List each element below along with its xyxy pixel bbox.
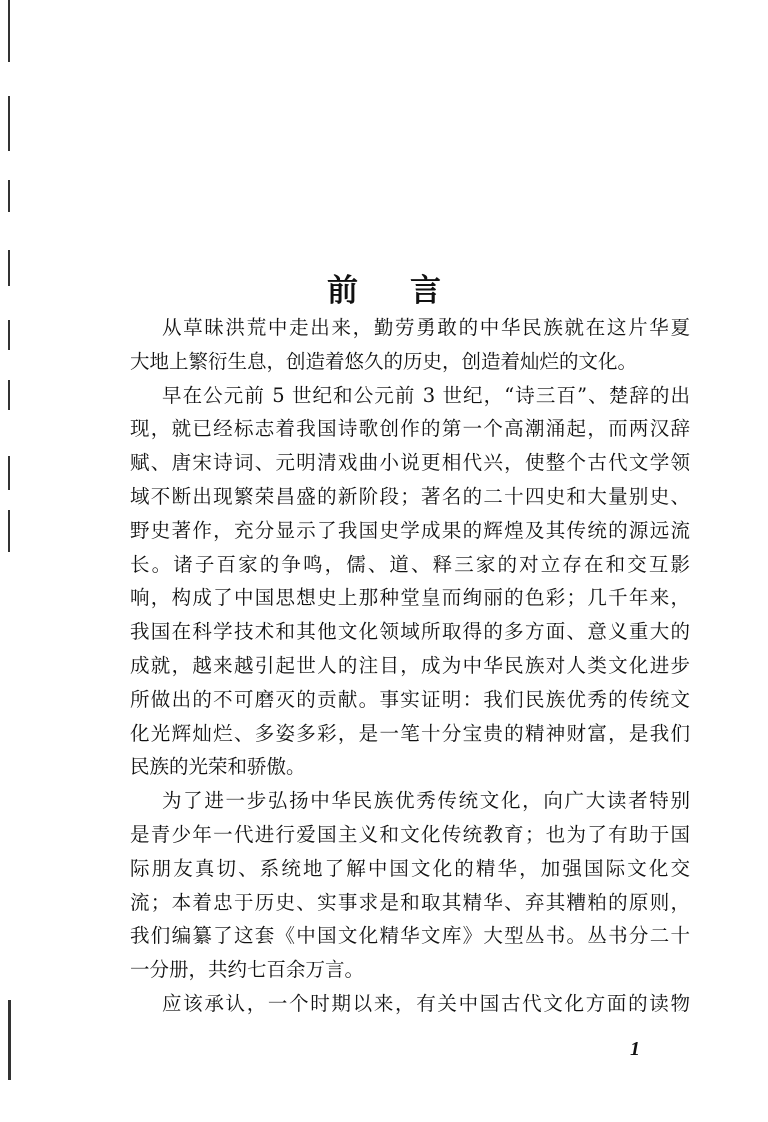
text-line: 我们编纂了这套《中国文化精华文库》大型丛书。丛书分二十 — [130, 924, 690, 948]
margin-mark — [8, 380, 10, 410]
text-line: 所做出的不可磨灭的贡献。事实证明：我们民族优秀的传统文 — [130, 687, 690, 711]
paragraph — [130, 379, 690, 785]
text-line: 成就，越来越引起世人的注目，成为中华民族对人类文化进步 — [130, 653, 690, 677]
text-line: 早在公元前 5 世纪和公元前 3 世纪，“诗三百”、楚辞的出 — [162, 383, 690, 407]
margin-mark — [8, 456, 10, 490]
text-line: 从草昧洪荒中走出来，勤劳勇敢的中华民族就在这片华夏 — [162, 316, 690, 339]
paragraph — [130, 311, 690, 379]
text-line: 化光辉灿烂、多姿多彩，是一笔十分宝贵的精神财富，是我们 — [130, 721, 690, 745]
text-line: 赋、唐宋诗词、元明清戏曲小说更相代兴，使整个古代文学领 — [130, 451, 690, 475]
text-line: 际朋友真切、系统地了解中国文化的精华，加强国际文化交 — [130, 856, 690, 880]
text-line: 我国在科学技术和其他文化领域所取得的多方面、意义重大的 — [130, 620, 690, 644]
margin-mark — [8, 96, 10, 151]
margin-mark — [8, 0, 10, 62]
body-text — [130, 311, 690, 1021]
paragraph — [130, 784, 690, 987]
paragraph — [130, 987, 690, 1021]
page-number: 1 — [630, 1038, 640, 1060]
margin-mark — [8, 510, 10, 552]
text-line: 流；本着忠于历史、实事求是和取其精华、弃其糟粕的原则， — [130, 890, 690, 914]
title-char: 前 — [327, 272, 358, 309]
margin-mark — [8, 1000, 11, 1080]
text-line: 域不断出现繁荣昌盛的新阶段；著名的二十四史和大量别史、 — [130, 484, 690, 508]
text-line: 大地上繁衍生息，创造着悠久的历史，创造着灿烂的文化。 — [130, 349, 638, 373]
text-line: 野史著作，充分显示了我国史学成果的辉煌及其传统的源远流 — [130, 518, 690, 542]
margin-mark — [8, 180, 10, 212]
text-line: 民族的光荣和骄傲。 — [130, 755, 306, 779]
text-line: 长。诸子百家的争鸣，儒、道、释三家的对立存在和交互影 — [130, 552, 690, 576]
text-line: 为了进一步弘扬中华民族优秀传统文化，向广大读者特别 — [162, 789, 690, 813]
text-line: 一分册，共约七百余万言。 — [130, 958, 365, 982]
title-char: 言 — [410, 272, 441, 309]
text-line: 是青少年一代进行爱国主义和文化传统教育；也为了有助于国 — [130, 822, 690, 846]
page-title — [0, 265, 768, 310]
margin-mark — [8, 320, 10, 350]
text-line: 应该承认，一个时期以来，有关中国古代文化方面的读物 — [162, 991, 690, 1015]
text-line: 响，构成了中国思想史上那种堂皇而绚丽的色彩；几千年来， — [130, 586, 690, 610]
text-line: 现，就已经标志着我国诗歌创作的第一个高潮涌起，而两汉辞 — [130, 417, 690, 441]
